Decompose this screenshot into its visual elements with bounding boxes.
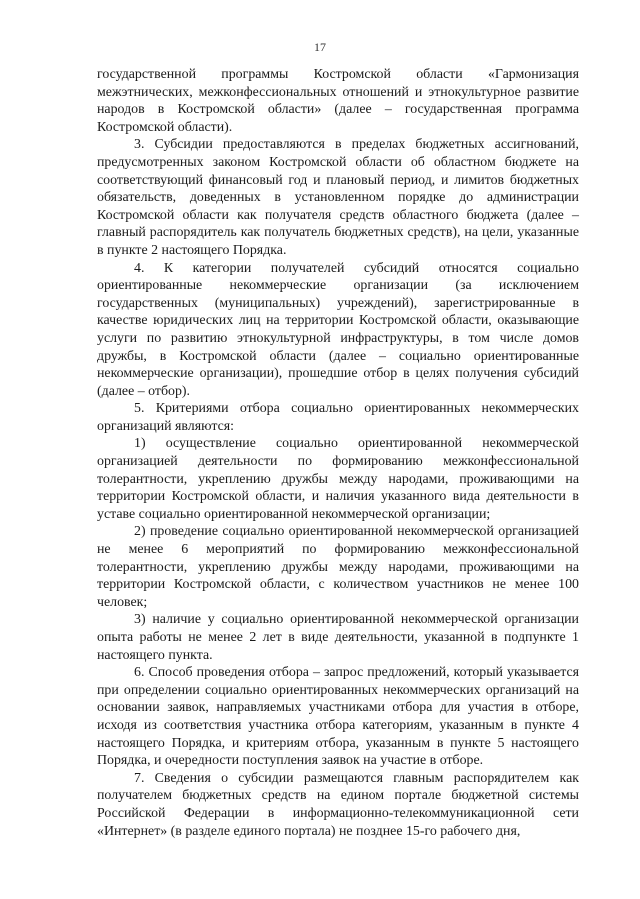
subparagraph-5-3: 3) наличие у социально ориентированной некоммерческой организации опыта работы не менее 2 лет в виде деятельности, указанной в подпункте 1 настоящего пункта. — [97, 612, 579, 663]
subparagraph-5-2: 2) проведение социально ориентированной некоммерческой организацией не менее 6 мероприятий по формированию межконфессиональной толерантности, укреплению дружбы между народами, проживающими на территории Костромской области, с количеством участников не менее 100 человек; — [97, 524, 579, 610]
paragraph-program-name: государственной программы Костромской области «Гармонизация межэтнических, межконфессиональных отношений и этнокультурное развитие народов в Костромской области» (далее – государственная программа Костромской области). — [97, 67, 579, 135]
subparagraph-5-1: 1) осуществление социально ориентированной некоммерческой организацией деятельности по формированию межконфессиональной толерантности, укреплению дружбы между народами, проживающими на территории Костромской области, и наличия указанного вида деятельности в уставе социально ориентированной некоммерческой организации; — [97, 436, 579, 522]
paragraph-5-criteria: 5. Критериями отбора социально ориентированных некоммерческих организаций являются: — [97, 401, 579, 434]
paragraph-4-recipients: 4. К категории получателей субсидий относятся социально ориентированные некоммерческие организации (за исключением государственных (муниципальных) учреждений), зарегистрированные в качестве юридических лиц на территории Костромской области, оказывающие услуги по развитию этнокультурной инфраструктуры, в том числе домов дружбы, в Костромской области (далее – социально ориентированные некоммерческие организации), прошедшие отбор в целях получения субсидий (далее – отбор). — [97, 260, 579, 399]
document-body — [97, 66, 579, 840]
paragraph-6-selection-method: 6. Способ проведения отбора – запрос предложений, который указывается при определении социально ориентированных некоммерческих организаций на основании заявок, направляемых участниками отбора для участия в отборе, исходя из соответствия участника отбора категориям, указанным в пункте 4 настоящего Порядка, и критериям отбора, указанным в пункте 5 настоящего Порядка, и очередности поступления заявок на участие в отборе. — [97, 665, 579, 769]
paragraph-3-subsidies: 3. Субсидии предоставляются в пределах бюджетных ассигнований, предусмотренных законом Костромской области об областном бюджете на соответствующий финансовый год и плановый период, и лимитов бюджетных обязательств, доведенных в установленном порядке до администрации Костромской области как получателя средств областного бюджета (далее – главный распорядитель как получатель бюджетных средств), на цели, указанные в пункте 2 настоящего Порядка. — [97, 137, 579, 258]
page-number: 17 — [314, 40, 326, 54]
paragraph-7-publication: 7. Сведения о субсидии размещаются главным распорядителем как получателем бюджетных средств на едином портале бюджетной системы Российской Федерации в информационно-телекоммуникационной сети «Интернет» (в разделе единого портала) не позднее 15-го рабочего дня, — [97, 770, 579, 839]
